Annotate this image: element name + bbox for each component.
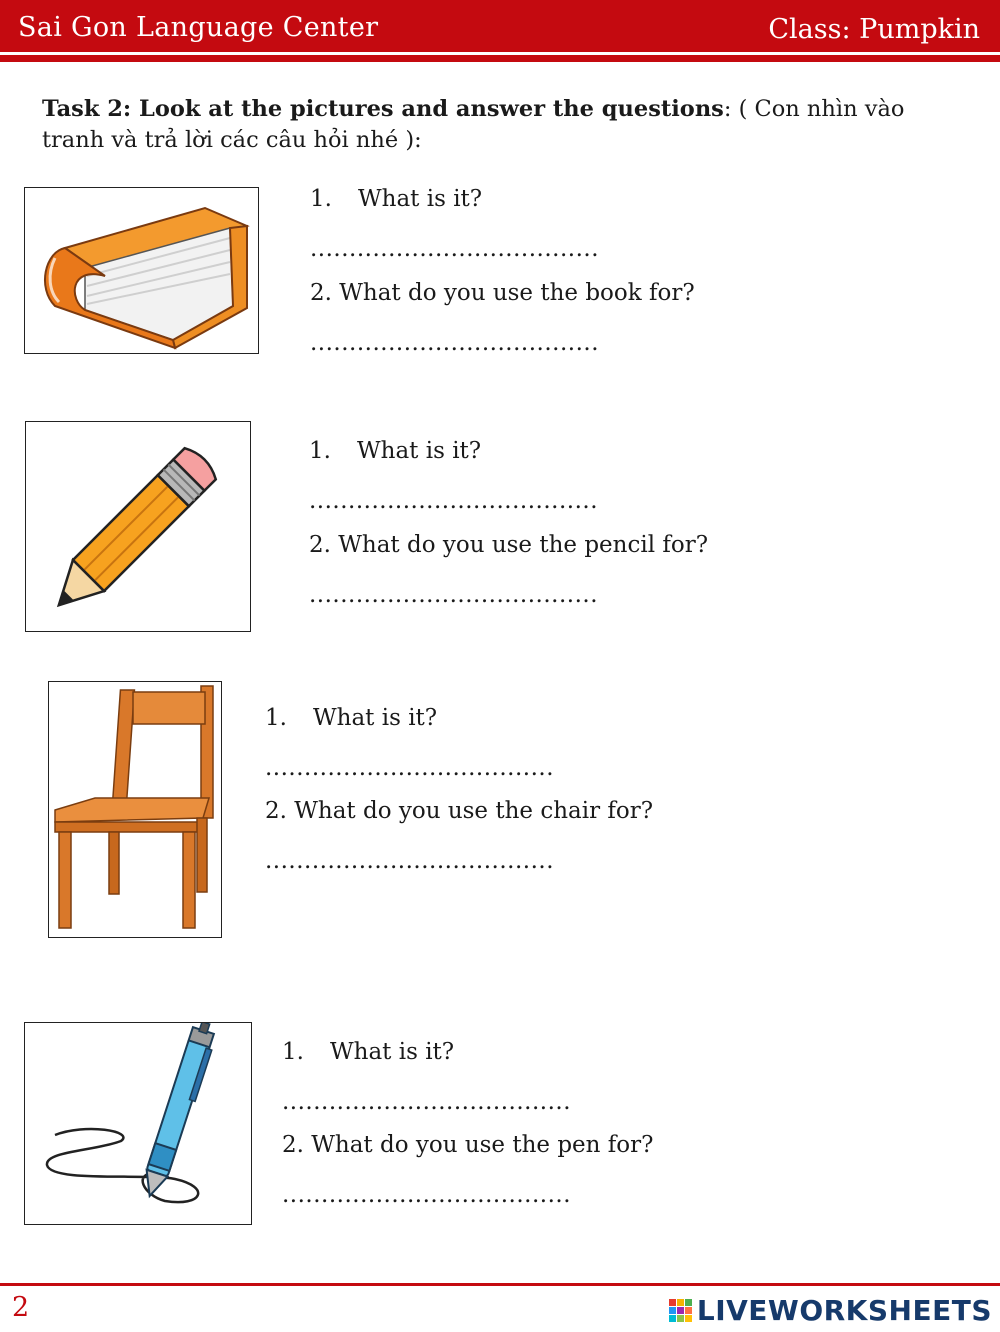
pencil-icon [26, 422, 248, 629]
answer-field[interactable]: ..................................... [265, 848, 555, 874]
question-number: 1. [282, 1039, 304, 1065]
question-what-is-it-3 [265, 705, 437, 731]
task-title: Task 2: Look at the pictures and answer the questions [42, 96, 724, 122]
question-what-is-it-4 [282, 1039, 454, 1065]
page-number: 2 [12, 1292, 30, 1323]
question-text: What is it? [357, 438, 482, 464]
task-translation: : ( Con nhìn vào tranh và trả lời các câu hỏi nhé ): [42, 96, 905, 153]
question-text: What is it? [358, 186, 483, 212]
answer-field[interactable]: ..................................... [282, 1089, 572, 1115]
header-divider [0, 55, 1000, 62]
question-use-chair: 2. What do you use the chair for? [265, 798, 654, 824]
pencil-picture [25, 421, 251, 632]
header-bar [0, 0, 1000, 52]
question-use-book: 2. What do you use the book for? [310, 280, 695, 306]
center-name: Sai Gon Language Center [18, 12, 379, 43]
question-what-is-it-2 [309, 438, 481, 464]
pen-icon [25, 1023, 249, 1222]
question-text: What is it? [330, 1039, 455, 1065]
brand-name: LIVEWORKSHEETS [696, 1294, 992, 1327]
answer-field[interactable]: ..................................... [309, 582, 599, 608]
liveworksheets-logo-icon [669, 1299, 693, 1323]
book-picture [24, 187, 259, 354]
answer-field[interactable]: ..................................... [282, 1182, 572, 1208]
task-instructions [42, 94, 962, 156]
answer-field[interactable]: ..................................... [310, 236, 600, 262]
question-use-pencil: 2. What do you use the pencil for? [309, 532, 709, 558]
footer-divider [0, 1283, 1000, 1286]
answer-field[interactable]: ..................................... [265, 755, 555, 781]
liveworksheets-brand [669, 1294, 992, 1327]
pen-picture [24, 1022, 252, 1225]
chair-picture [48, 681, 222, 938]
answer-field[interactable]: ..................................... [310, 330, 600, 356]
question-use-pen: 2. What do you use the pen for? [282, 1132, 654, 1158]
question-what-is-it-1 [310, 186, 482, 212]
question-number: 1. [265, 705, 287, 731]
question-number: 1. [310, 186, 332, 212]
chair-icon [49, 682, 219, 935]
class-label: Class: Pumpkin [768, 14, 980, 45]
book-icon [25, 188, 257, 352]
question-number: 1. [309, 438, 331, 464]
question-text: What is it? [313, 705, 438, 731]
answer-field[interactable]: ..................................... [309, 488, 599, 514]
